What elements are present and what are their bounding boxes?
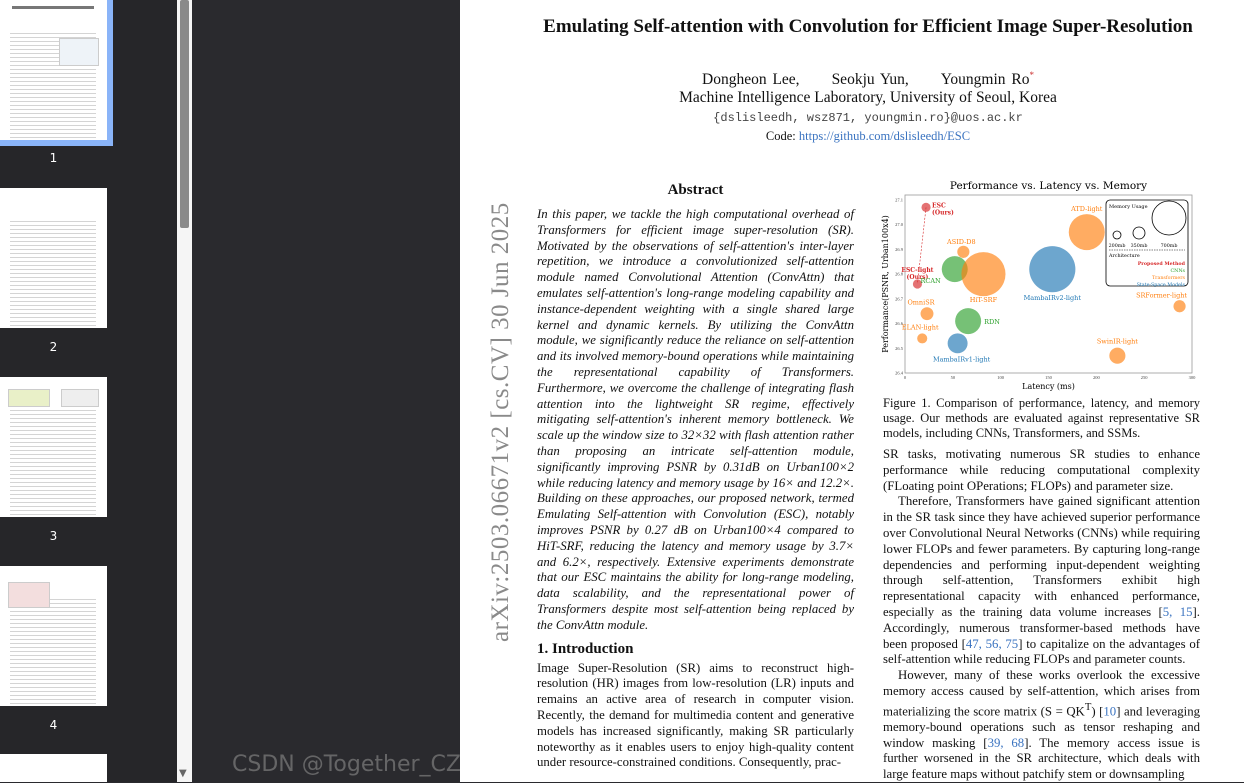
- data-point: [921, 203, 930, 212]
- legend-size-label: 350mb: [1130, 244, 1148, 249]
- data-label: RCAN: [920, 277, 941, 286]
- page-number-label: 3: [49, 529, 58, 543]
- x-tick-label: 50: [950, 375, 956, 380]
- legend-entry: State-Space Models: [1136, 283, 1185, 288]
- data-point: [917, 333, 927, 343]
- x-tick-label: 0: [903, 375, 907, 380]
- data-point: [948, 333, 968, 353]
- author-emails: {dslisleedh, wsz871, youngmin.ro}@uos.ac.kr: [713, 111, 1023, 125]
- watermark: CSDN @Together_CZ: [232, 752, 461, 777]
- legend-size-label: 200mb: [1108, 244, 1126, 249]
- y-tick-label: 26.6: [895, 321, 903, 327]
- y-tick-label: 27.0: [895, 222, 903, 228]
- author: Seokju Yun,: [831, 71, 909, 89]
- left-column: [537, 181, 854, 771]
- author: Youngmin Ro*: [940, 70, 1034, 89]
- y-tick-label: 26.5: [895, 345, 903, 351]
- page-thumbnail-3[interactable]: [0, 377, 107, 517]
- data-label: RDN: [984, 318, 1000, 327]
- abstract-text: In this paper, we tackle the high computational overhead of Transformers for efficient image super-resolution (SR). Motivated by the observations of self-attention's inter-layer repetition, we introduce a convolutionized self-attention module named Convolutional Attention (ConvAttn) that emulates self-attention's long-range modeling capability and instance-dependent weighting with a single shared large kernel and dynamic kernels. By utilizing the ConvAttn module, we significantly reduce the reliance on self-attention and its involved memory-bound operations while maintaining the representational capability of Transformers. Furthermore, we overcome the challenge of integrating flash attention into the lightweight SR regime, effectively mitigating self-attention's inherent memory bottleneck. We scale up the window size to 32×32 with flash attention rather than proposing an intricate self-attention module, significantly improving PSNR by 0.31dB on Urban100×2 while reducing latency and memory usage by 16× and 12.2×. Building on these approaches, our proposed network, termed Emulating Self-attention with Convolution (ESC), notably improves PSNR by 0.27 dB on Urban100×4 compared to HiT-SRF, reducing the latency and memory usage by 3.7× and 6.2×, respectively. Extensive experiments demonstrate that our ESC maintains the ability for long-range modeling, data scalability, and the representational power of Transformers despite most self-attention being replaced by the ConvAttn module.: [537, 207, 854, 632]
- data-label: MambaIRv1-light: [932, 355, 991, 364]
- chart-title: Performance vs. Latency vs. Memory: [949, 180, 1148, 192]
- data-label: ATD-light: [1071, 205, 1103, 214]
- y-tick-label: 27.1: [895, 197, 903, 203]
- data-point: [961, 252, 1005, 296]
- affiliation: Machine Intelligence Laboratory, University of Seoul, Korea: [679, 89, 1057, 106]
- data-point: [955, 308, 981, 334]
- pdf-page: [460, 0, 1244, 782]
- citation-link[interactable]: 39, 68: [987, 735, 1025, 750]
- y-tick-label: 26.9: [895, 246, 903, 252]
- y-tick-label: 26.8: [895, 271, 903, 277]
- x-axis-label: Latency (ms): [1022, 382, 1075, 391]
- sidebar-scrollbar-thumb[interactable]: [180, 0, 189, 228]
- data-point: [1109, 348, 1125, 364]
- thumbnail-sidebar: [0, 0, 177, 782]
- intro-heading: 1. Introduction: [537, 640, 634, 657]
- data-label: SwinIR-light: [1096, 337, 1138, 346]
- legend-entry: Proposed Method: [1137, 261, 1185, 267]
- citation-link[interactable]: 47, 56, 75: [965, 636, 1019, 651]
- legend-entry: CNNs: [1170, 269, 1185, 274]
- data-label: OmniSR: [907, 298, 935, 307]
- y-tick-label: 26.7: [895, 296, 903, 302]
- x-tick-label: 150: [1045, 375, 1052, 380]
- figure-caption: Figure 1. Comparison of performance, latency, and memory usage. Our methods are evaluated against representative SR models, including CNNs, Transformers, and SSMs.: [883, 396, 1200, 440]
- data-label: ELAN-light: [901, 323, 939, 332]
- y-tick-label: 26.4: [895, 370, 903, 376]
- data-label: ESC-light: [901, 267, 934, 274]
- data-label: HiT-SRF: [969, 296, 998, 305]
- legend-title: Memory Usage: [1109, 204, 1148, 210]
- page-thumbnail-2[interactable]: [0, 188, 107, 328]
- paragraph: SR tasks, motivating numerous SR studies to enhance performance while reducing computational complexity (FLoating point OPerations; FLOPs) and parameter size.: [883, 447, 1200, 493]
- data-label: ESC: [932, 202, 946, 210]
- data-label: MambaIRv2-light: [1023, 294, 1081, 303]
- data-point: [1029, 246, 1075, 292]
- x-tick-label: 250: [1140, 375, 1148, 380]
- legend-title: Architecture: [1109, 254, 1140, 259]
- page-number-label: 2: [49, 340, 58, 354]
- data-label-sub: (Ours): [932, 209, 954, 217]
- x-tick-label: 300: [1188, 375, 1196, 380]
- intro-text: Image Super-Resolution (SR) aims to reconstruct high-resolution (HR) images from low-resolution (LR) inputs and remains an active area of research in computer vision. Recently, the demand for multimedia content and generative models has increased significantly, making SR particularly noteworthy as it enables users to enjoy high-quality content under resource-constrained conditions. Consequently, prac-: [537, 660, 854, 770]
- legend-size-label: 700mb: [1160, 244, 1178, 249]
- scroll-down-arrow-icon[interactable]: ▼: [179, 768, 187, 779]
- code-link[interactable]: https://github.com/dslisleedh/ESC: [798, 129, 971, 143]
- code-line: Code: https://github.com/dslisleedh/ESC: [765, 129, 971, 143]
- citation-link[interactable]: 5, 15: [1162, 604, 1193, 619]
- paper-title: Emulating Self-attention with Convolution for Efficient Image Super-Resolution: [543, 16, 1193, 37]
- data-label-sub: (Ours): [906, 274, 929, 281]
- author-list: [460, 70, 1244, 89]
- data-label: ASID-D8: [947, 237, 976, 246]
- data-point: [957, 246, 969, 258]
- legend-entry: Transformers: [1151, 276, 1185, 281]
- page-thumbnail-4[interactable]: [0, 566, 107, 706]
- page-thumbnail-1[interactable]: [0, 0, 107, 140]
- data-point: [921, 307, 934, 320]
- page-number-label: 4: [49, 718, 58, 732]
- data-point: [1173, 300, 1185, 312]
- y-axis-label: Performance(PSNR, Urban100x4): [881, 215, 890, 353]
- data-point: [1069, 214, 1105, 250]
- page-thumbnail-5[interactable]: [0, 754, 107, 782]
- abstract-heading: Abstract: [667, 182, 724, 198]
- data-label: SRFormer-light: [1136, 291, 1188, 300]
- arxiv-stamp: arXiv:2503.06671v2 [cs.CV] 30 Jun 2025: [487, 202, 514, 642]
- performance-chart: [880, 178, 1202, 394]
- x-tick-label: 200: [1092, 375, 1100, 380]
- paragraph: However, many of these works overlook the excessive memory access caused by self-attention, which arises from materializing the score matrix $(S = QK^T)$ [10] and leveraging memory-bound operations such as tensor reshaping and window masking [39, 68]. The memory access issue is further worsened in the SR architecture, which deals with large feature maps without patchify stem or downsampling: [883, 668, 1201, 782]
- citation-link[interactable]: 10: [1103, 704, 1117, 719]
- paragraph: Therefore, Transformers have gained significant attention in the SR task since they have achieved superior performance over Convolutional Neural Networks (CNNs) while requiring lower FLOPs and fewer parameters. By capturing long-range dependencies and performing input-dependent weighting through self-attention, Transformers exhibit high representational capacity with enhanced performance, especially as the training data volume increases [5, 15]. Accordingly, numerous transformer-based methods have been proposed [47, 56, 75] to capitalize on the advantages of self-attention while reducing FLOPs and parameter counts.: [883, 494, 1201, 667]
- page-number-label: 1: [49, 151, 58, 165]
- author: Dongheon Lee,: [702, 71, 800, 89]
- x-tick-label: 100: [997, 375, 1005, 380]
- right-column: [883, 396, 1200, 783]
